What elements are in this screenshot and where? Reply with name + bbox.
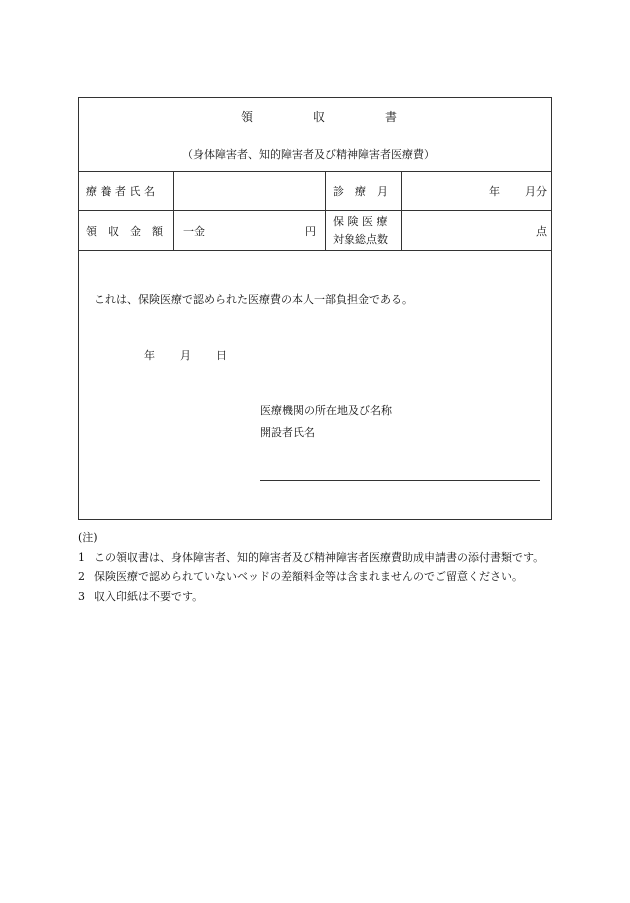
patient-name-label: 療 養 者 氏 名 [86,185,155,198]
receipt-form [78,97,552,520]
row-divider-2 [79,210,551,211]
amount-label: 領 収 金 額 [86,225,163,238]
col-divider-1 [173,171,174,250]
signature-line[interactable] [260,480,540,481]
col-divider-3 [401,171,402,250]
points-label: 点 [536,225,547,238]
title-char-3: 書 [385,110,398,124]
row-divider-3 [79,250,551,251]
note-number: 3 [78,589,85,603]
note-item [78,567,568,587]
founder-label: 開設者氏名 [260,426,315,439]
date-year-label: 年 [144,349,155,362]
patient-name-field[interactable] [175,173,323,209]
note-text: 保険医療で認められていないベッドの差額料金等は含まれませんのでご留意ください。 [94,570,523,583]
amount-field[interactable] [207,212,303,248]
notes [78,528,568,606]
title-char-1: 領 [241,110,254,124]
month-label: 月分 [525,185,547,198]
amount-prefix: 一金 [183,225,205,238]
insurance-label-line2: 対象総点数 [333,233,388,246]
note-number: 2 [78,570,85,583]
note-text: 収入印紙は不要です。 [94,589,204,603]
note-item [78,587,568,607]
insurance-label-line1: 保 険 医 療 [333,215,388,228]
note-text: この領収書は、身体障害者、知的障害者及び精神障害者医療費助成申請書の添付書類です。 [94,550,545,564]
points-field[interactable] [403,212,533,248]
col-divider-2 [325,171,326,250]
note-item [78,548,568,568]
note-number: 1 [78,550,85,564]
yen-label: 円 [305,225,316,238]
date-day-label: 日 [216,349,227,362]
institution-label: 医療機関の所在地及び名称 [260,404,392,417]
date-month-label: 月 [180,349,191,362]
statement: これは、保険医療で認められた医療費の本人一部負担金である。 [94,293,413,306]
row-divider-1 [79,171,551,172]
subtitle: （身体障害者、知的障害者及び精神障害者医療費） [182,148,435,161]
year-label: 年 [489,185,500,198]
treatment-month-label: 診 療 月 [333,185,388,198]
notes-heading: (注) [78,531,98,544]
title-char-2: 収 [313,110,326,124]
